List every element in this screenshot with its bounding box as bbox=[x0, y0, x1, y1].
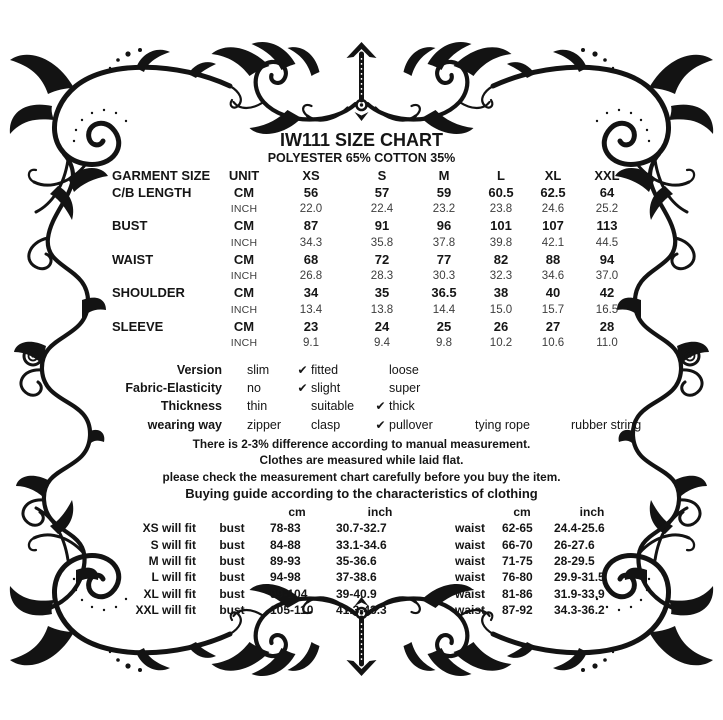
size-value-cm: 77 bbox=[436, 251, 452, 267]
size-value-cm: 113 bbox=[596, 218, 618, 234]
size-value-inch: 15.7 bbox=[541, 303, 565, 316]
attribute-row bbox=[72, 361, 666, 379]
check-icon: ✔ bbox=[297, 363, 308, 378]
attribute-option-label: pullover bbox=[389, 417, 433, 432]
buying-guide-header-cell: inch bbox=[579, 505, 605, 520]
size-value-inch: 42.1 bbox=[541, 236, 565, 249]
size-table-header-cell: XXL bbox=[594, 167, 620, 183]
attribute-option bbox=[230, 363, 294, 377]
buying-guide-cell: 28-29.5 bbox=[554, 554, 595, 569]
page-title: IW111 SIZE CHART bbox=[279, 130, 444, 150]
buying-guide-row bbox=[130, 602, 636, 618]
size-value-cm: 60.5 bbox=[488, 184, 514, 200]
size-value-cm: 72 bbox=[374, 251, 390, 267]
size-value-cm: 107 bbox=[542, 218, 564, 234]
size-value-inch: 25.2 bbox=[595, 202, 619, 215]
attribute-option-label: thick bbox=[389, 399, 415, 414]
attribute-option bbox=[372, 418, 458, 432]
note-line-2: Clothes are measured while laid flat. bbox=[259, 453, 464, 468]
buying-guide-cell: XL will fit bbox=[143, 586, 196, 601]
size-value-cm: 23 bbox=[303, 319, 319, 335]
unit-label: INCH bbox=[230, 202, 258, 215]
size-value-inch: 30.3 bbox=[432, 270, 456, 283]
size-value-cm: 34 bbox=[303, 285, 319, 301]
attribute-option-label: rubber string bbox=[571, 417, 642, 432]
size-value-inch: 24.6 bbox=[541, 202, 565, 215]
size-table-header-cell: UNIT bbox=[228, 167, 260, 183]
measure-label: WAIST bbox=[112, 251, 154, 267]
size-table-inch-row bbox=[104, 301, 638, 318]
size-value-cm: 87 bbox=[303, 218, 319, 234]
size-value-inch: 23.2 bbox=[432, 202, 456, 215]
attribute-option-label: slight bbox=[311, 381, 341, 396]
size-value-cm: 42 bbox=[599, 285, 615, 301]
buying-guide-cell: 34.3-36.2 bbox=[554, 602, 605, 617]
check-icon: ✔ bbox=[297, 381, 308, 396]
buying-guide-header-cell: inch bbox=[367, 505, 393, 520]
size-table-header-cell: L bbox=[497, 167, 505, 183]
buying-guide-cell: waist bbox=[454, 570, 485, 585]
size-table bbox=[104, 167, 638, 352]
material-subtitle: POLYESTER 65% COTTON 35% bbox=[267, 151, 456, 165]
measure-label: C/B LENGTH bbox=[112, 184, 192, 200]
size-value-inch: 10.6 bbox=[541, 337, 565, 350]
size-value-inch: 22.4 bbox=[370, 202, 394, 215]
check-icon: ✔ bbox=[375, 399, 386, 414]
size-value-inch: 32.3 bbox=[489, 270, 513, 283]
buying-guide-row bbox=[130, 553, 636, 569]
garment-attributes bbox=[72, 361, 666, 434]
unit-label: INCH bbox=[230, 236, 258, 249]
buying-guide-header-cell: cm bbox=[513, 505, 531, 520]
size-value-inch: 39.8 bbox=[489, 236, 513, 249]
size-value-inch: 28.3 bbox=[370, 270, 394, 283]
size-value-cm: 59 bbox=[436, 184, 452, 200]
size-value-cm: 96 bbox=[436, 218, 452, 234]
attribute-option-label: loose bbox=[389, 363, 419, 378]
unit-label: CM bbox=[233, 285, 255, 301]
buying-guide-cell: bust bbox=[219, 554, 245, 569]
buying-guide-cell: M will fit bbox=[148, 554, 196, 569]
size-table-cm-row bbox=[104, 184, 638, 201]
buying-guide-cell: 76-80 bbox=[502, 570, 533, 585]
size-value-inch: 37.0 bbox=[595, 270, 619, 283]
size-value-inch: 44.5 bbox=[595, 236, 619, 249]
size-value-cm: 64 bbox=[599, 184, 615, 200]
size-value-inch: 9.4 bbox=[374, 337, 390, 350]
size-value-inch: 16.5 bbox=[595, 303, 619, 316]
unit-label: CM bbox=[233, 218, 255, 234]
size-value-cm: 94 bbox=[599, 251, 615, 267]
attribute-option-label: fitted bbox=[311, 363, 339, 378]
size-value-cm: 40 bbox=[545, 285, 561, 301]
buying-guide-cell: L will fit bbox=[151, 570, 196, 585]
size-table-cm-row bbox=[104, 251, 638, 268]
size-value-inch: 37.8 bbox=[432, 236, 456, 249]
size-value-inch: 35.8 bbox=[370, 236, 394, 249]
buying-guide-cell: waist bbox=[454, 586, 485, 601]
buying-guide-row bbox=[130, 537, 636, 553]
size-value-cm: 91 bbox=[374, 218, 390, 234]
buying-guide-cell: 94-98 bbox=[270, 570, 301, 585]
attribute-label: Thickness bbox=[160, 399, 222, 414]
buying-guide-cell: XS will fit bbox=[142, 521, 196, 536]
attribute-label: Fabric-Elasticity bbox=[125, 381, 222, 396]
attribute-option bbox=[372, 381, 458, 395]
size-value-inch: 9.1 bbox=[303, 337, 319, 350]
attribute-option-label: no bbox=[247, 381, 261, 396]
buying-guide-cell: 84-88 bbox=[270, 537, 301, 552]
unit-label: CM bbox=[233, 319, 255, 335]
buying-guide-cell: 31.9-33.9 bbox=[554, 586, 605, 601]
attribute-label: Version bbox=[176, 363, 222, 378]
attribute-option-label: thin bbox=[247, 399, 268, 414]
unit-label: CM bbox=[233, 251, 255, 267]
attribute-option bbox=[294, 418, 372, 432]
size-value-inch: 13.8 bbox=[370, 303, 394, 316]
buying-guide-cell: 35-36.6 bbox=[336, 554, 377, 569]
size-value-cm: 88 bbox=[545, 251, 561, 267]
size-value-cm: 36.5 bbox=[431, 285, 457, 301]
buying-guide-title: Buying guide according to the characteristics of clothing bbox=[185, 485, 538, 501]
attribute-option bbox=[554, 418, 666, 432]
buying-guide-row bbox=[130, 569, 636, 585]
attribute-option bbox=[372, 363, 458, 377]
size-table-header-cell: XS bbox=[302, 167, 320, 183]
attribute-option bbox=[230, 381, 294, 395]
measurement-notes bbox=[0, 436, 723, 502]
size-value-inch: 10.2 bbox=[489, 337, 513, 350]
buying-guide-cell: 37-38.6 bbox=[336, 570, 377, 585]
attribute-option bbox=[294, 399, 372, 413]
attribute-option bbox=[458, 418, 554, 432]
size-value-inch: 11.0 bbox=[596, 337, 618, 350]
size-value-cm: 62.5 bbox=[540, 184, 566, 200]
measure-label: SLEEVE bbox=[112, 319, 164, 335]
size-value-inch: 34.6 bbox=[541, 270, 565, 283]
measure-label: SHOULDER bbox=[112, 285, 185, 301]
size-value-cm: 82 bbox=[493, 251, 509, 267]
size-value-inch: 14.4 bbox=[432, 303, 456, 316]
size-value-inch: 13.4 bbox=[299, 303, 323, 316]
buying-guide-cell: waist bbox=[454, 602, 485, 617]
size-value-cm: 38 bbox=[493, 285, 509, 301]
attribute-row bbox=[72, 397, 666, 415]
buying-guide-cell: 33.1-34.6 bbox=[336, 537, 387, 552]
size-table-cm-row bbox=[104, 217, 638, 234]
attribute-option-label: zipper bbox=[247, 417, 282, 432]
size-value-cm: 27 bbox=[545, 319, 561, 335]
buying-guide-cell: 30.7-32.7 bbox=[336, 521, 387, 536]
size-value-inch: 26.8 bbox=[299, 270, 323, 283]
buying-guide-cell: 105-110 bbox=[270, 602, 314, 617]
buying-guide-cell: 41.3-43.3 bbox=[336, 602, 387, 617]
measure-label: BUST bbox=[112, 218, 148, 234]
buying-guide-cell: XXL will fit bbox=[135, 602, 196, 617]
size-value-cm: 35 bbox=[374, 285, 390, 301]
buying-guide-cell: 81-86 bbox=[502, 586, 533, 601]
buying-guide-cell: 66-70 bbox=[502, 537, 533, 552]
attribute-option-label: suitable bbox=[311, 399, 355, 414]
buying-guide-cell: S will fit bbox=[150, 537, 196, 552]
size-value-cm: 24 bbox=[374, 319, 390, 335]
size-value-cm: 101 bbox=[490, 218, 512, 234]
buying-guide-header-cell: cm bbox=[288, 505, 306, 520]
size-value-cm: 57 bbox=[374, 184, 390, 200]
buying-guide-cell: waist bbox=[454, 537, 485, 552]
size-table-inch-row bbox=[104, 268, 638, 285]
attribute-option bbox=[372, 399, 458, 413]
buying-guide-cell: 29.9-31.5 bbox=[554, 570, 605, 585]
size-table-cm-row bbox=[104, 285, 638, 302]
size-value-cm: 26 bbox=[493, 319, 509, 335]
note-line-1: There is 2-3% difference according to manual measurement. bbox=[192, 437, 531, 451]
unit-label: INCH bbox=[230, 303, 258, 316]
unit-label: INCH bbox=[230, 337, 258, 350]
size-value-cm: 25 bbox=[436, 319, 452, 335]
size-value-inch: 9.8 bbox=[436, 337, 452, 350]
attribute-option-label: super bbox=[389, 381, 421, 396]
attribute-row bbox=[72, 416, 666, 434]
size-table-header-cell: S bbox=[377, 167, 387, 183]
attribute-option bbox=[294, 363, 372, 377]
size-table-header-cell: XL bbox=[544, 167, 562, 183]
buying-guide-row bbox=[130, 520, 636, 536]
size-value-cm: 56 bbox=[303, 184, 319, 200]
attribute-option-label: slim bbox=[247, 363, 270, 378]
size-table-inch-row bbox=[104, 234, 638, 251]
attribute-label: wearing way bbox=[147, 417, 222, 432]
buying-guide-cell: 26-27.6 bbox=[554, 537, 595, 552]
size-value-inch: 22.0 bbox=[299, 202, 323, 215]
unit-label: INCH bbox=[230, 270, 258, 283]
buying-guide-cell: bust bbox=[219, 602, 245, 617]
buying-guide-table bbox=[130, 504, 636, 618]
buying-guide-cell: waist bbox=[454, 521, 485, 536]
attribute-option bbox=[230, 418, 294, 432]
note-line-3: please check the measurement chart carefully before you buy the item. bbox=[162, 469, 561, 484]
size-table-header-row bbox=[104, 167, 638, 184]
buying-guide-cell: 71-75 bbox=[502, 554, 533, 569]
size-value-inch: 34.3 bbox=[299, 236, 323, 249]
attribute-row bbox=[72, 379, 666, 397]
buying-guide-cell: 99-104 bbox=[270, 586, 308, 601]
buying-guide-cell: 87-92 bbox=[502, 602, 533, 617]
size-value-inch: 15.0 bbox=[489, 303, 513, 316]
buying-guide-cell: bust bbox=[219, 586, 245, 601]
buying-guide-cell: bust bbox=[219, 537, 245, 552]
unit-label: CM bbox=[233, 184, 255, 200]
buying-guide-cell: bust bbox=[219, 570, 245, 585]
attribute-option bbox=[294, 381, 372, 395]
size-table-inch-row bbox=[104, 201, 638, 218]
size-table-inch-row bbox=[104, 335, 638, 352]
attribute-option bbox=[230, 399, 294, 413]
attribute-option-label: tying rope bbox=[475, 417, 530, 432]
buying-guide-cell: 24.4-25.6 bbox=[554, 521, 605, 536]
buying-guide-header-row bbox=[130, 504, 636, 520]
buying-guide-cell: 89-93 bbox=[270, 554, 301, 569]
buying-guide-cell: 62-65 bbox=[502, 521, 533, 536]
check-icon: ✔ bbox=[375, 417, 386, 432]
buying-guide-cell: 39-40.9 bbox=[336, 586, 377, 601]
size-table-header-cell: M bbox=[438, 167, 450, 183]
attribute-option-label: clasp bbox=[311, 417, 341, 432]
size-table-cm-row bbox=[104, 318, 638, 335]
size-value-cm: 28 bbox=[599, 319, 615, 335]
buying-guide-cell: waist bbox=[454, 554, 485, 569]
size-value-cm: 68 bbox=[303, 251, 319, 267]
size-table-header-cell: GARMENT SIZE bbox=[112, 167, 211, 183]
buying-guide-cell: bust bbox=[219, 521, 245, 536]
size-value-inch: 23.8 bbox=[489, 202, 513, 215]
buying-guide-row bbox=[130, 585, 636, 601]
buying-guide-cell: 78-83 bbox=[270, 521, 301, 536]
